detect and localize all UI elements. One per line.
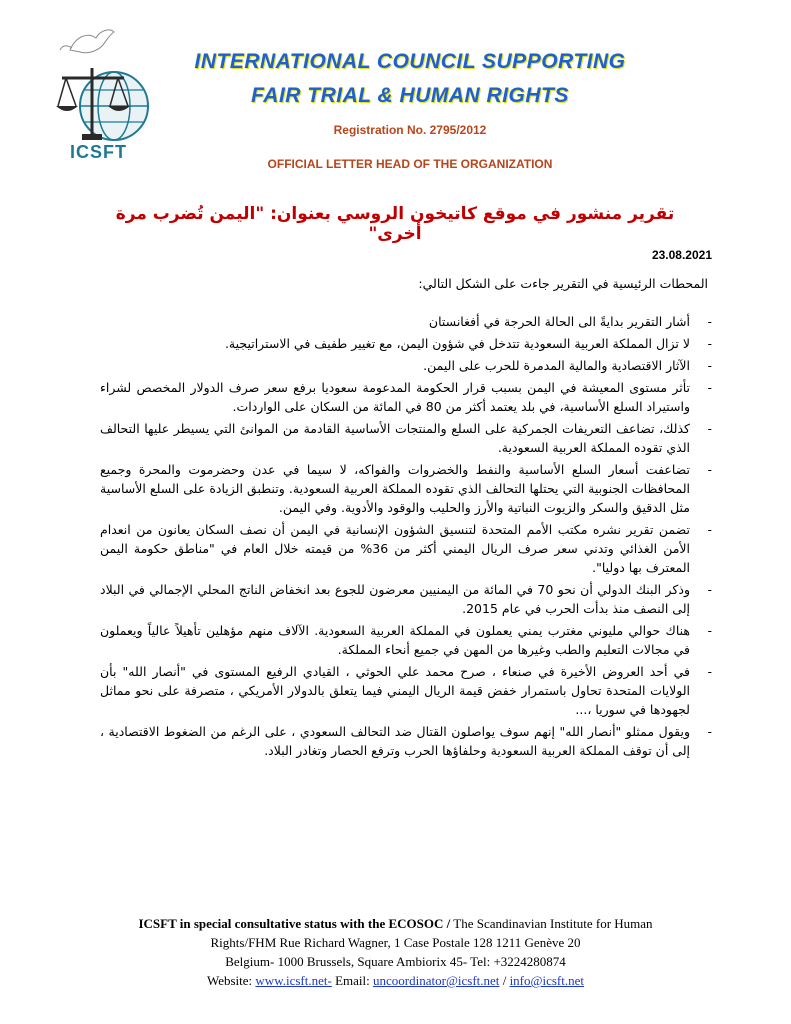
bullet-marker: -: [707, 462, 712, 477]
key-point-item: [100, 520, 712, 577]
registration-number: Registration No. 2795/2012: [333, 123, 487, 137]
key-point-text: تضاعفت أسعار السلع الأساسية والنفط والخضروات والفواكه، لا سيما في عدن وحضرموت والمحرة وجميع المحافظات الجنوبية التي يحتلها التحالف الذي تقوده المملكة العربية السعودية. وتنطبق الزيادة على السلع الأساسية مثل الدقيق والسكر والزيوت النباتية والأرز والحليب والوقود والأدوية. وفي اليمن.: [100, 462, 690, 515]
document-intro: المحطات الرئيسية في التقرير جاءت على الشكل التالي:: [418, 276, 708, 291]
key-point-text: الآثار الاقتصادية والمالية المدمرة للحرب على اليمن.: [423, 358, 690, 373]
key-point-item: [100, 621, 712, 659]
key-point-text: لا تزال المملكة العربية السعودية تتدخل في شؤون اليمن، مع تغيير طفيف في الاستراتيجية.: [224, 336, 690, 351]
key-points-list: [100, 312, 712, 763]
key-point-item: [100, 662, 712, 719]
bullet-marker: -: [707, 582, 712, 597]
key-point-text: في أحد العروض الأخيرة في صنعاء ، صرح محمد علي الحوثي ، القيادي الرفيع المستوى في "أنصار الله" بأن الولايات المتحدة تحاول باستمرار خفض قيمة الريال اليمني فيما يتعلق بالدولار الأمريكي ، متصرفة على نحو مماثل لجهودها في سوريا ،...: [100, 664, 690, 717]
key-point-item: [100, 356, 712, 375]
website-label: Website:: [207, 973, 256, 988]
key-point-item: [100, 580, 712, 618]
key-point-text: وذكر البنك الدولي أن نحو 70 في المائة من اليمنيين معرضون للجوع بعد انخفاض الناتج المحلي الإجمالي في البلاد إلى النصف منذ بدأت الحرب في عام 2015.: [100, 582, 690, 616]
key-point-text: تأثر مستوى المعيشة في اليمن بسبب قرار الحكومة المدعومة سعوديا برفع سعر صرف الدولار المخصص لشراء واستيراد السلع الأساسية، في بلد يعتمد أكثر من 80 في المائة من السكان على الواردات.: [100, 380, 690, 414]
bullet-marker: -: [707, 724, 712, 739]
key-point-item: [100, 334, 712, 353]
bullet-marker: -: [707, 380, 712, 395]
scales-globe-icon: [52, 18, 162, 148]
website-link[interactable]: www.icsft.net-: [255, 973, 332, 988]
key-point-text: تضمن تقرير نشره مكتب الأمم المتحدة لتنسيق الشؤون الإنسانية في اليمن أن نصف السكان يعانون من انعدام الأمن الغذائي وتدني سعر صرف الريال اليمني أكثر من 36% من قيمته خلال العام في "مناطق حكومة اليمن المعترف بها دوليا".: [100, 522, 691, 575]
key-point-text: أشار التقرير بدايةً الى الحالة الحرجة في أفغانستان: [428, 314, 690, 329]
organization-name-line1: INTERNATIONAL COUNCIL SUPPORTING: [194, 50, 626, 73]
document-date: 23.08.2021: [651, 248, 712, 262]
logo-text: ICSFT: [70, 142, 127, 162]
footer-line1: [80, 914, 711, 933]
bullet-marker: -: [707, 336, 712, 351]
bullet-marker: -: [707, 358, 712, 373]
key-point-item: [100, 722, 712, 760]
official-letterhead-label: OFFICIAL LETTER HEAD OF THE ORGANIZATION: [267, 157, 553, 171]
key-point-text: ويقول ممثلو "أنصار الله" إنهم سوف يواصلون القتال ضد التحالف السعودي ، على الرغم من الضغوط الاقتصادية ، إلى أن توقف المملكة العربية السعودية وحلفاؤها الحرب وترفع الحصار وتغادر البلاد.: [100, 724, 690, 758]
footer-institute: The Scandinavian Institute for Human: [450, 916, 653, 931]
key-point-item: [100, 312, 712, 331]
key-point-item: [100, 460, 712, 517]
organization-name-line2: FAIR TRIAL & HUMAN RIGHTS: [251, 84, 569, 107]
footer-consultative-status: ICSFT in special consultative status with the ECOSOC /: [138, 916, 451, 931]
key-point-text: كذلك، تضاعف التعريفات الجمركية على السلع والمنتجات الأساسية القادمة من الموانئ التي يسيطر عليها التحالف الذي تقوده المملكة العربية السعودية.: [100, 421, 690, 455]
email-label: Email:: [331, 973, 374, 988]
email-link-info[interactable]: info@icsft.net: [509, 973, 584, 988]
bullet-marker: -: [707, 421, 712, 436]
footer-address-line2: Rights/FHM Rue Richard Wagner, 1 Case Postale 128 1211 Genève 20: [210, 935, 581, 950]
bullet-marker: -: [707, 623, 712, 638]
bullet-marker: -: [707, 314, 712, 329]
document-title: تقرير منشور في موقع كاتيخون الروسي بعنوان: "اليمن تُضرب مرة أخرى": [115, 204, 675, 244]
letterhead-footer: [80, 914, 711, 990]
key-point-item: [100, 419, 712, 457]
key-point-text: هناك حوالي مليوني مغترب يمني يعملون في المملكة العربية السعودية. الآلاف منهم مؤهلين تأهيلاً عالياً ويعملون في مجالات التعليم والطب وغيرها من المهن في جميع أنحاء المملكة.: [100, 623, 690, 657]
bullet-marker: -: [707, 664, 712, 679]
email-separator: /: [499, 973, 510, 988]
footer-address-line3: Belgium- 1000 Brussels, Square Ambiorix 45- Tel: +3224280874: [225, 954, 566, 969]
bullet-marker: -: [707, 522, 712, 537]
footer-contacts: [80, 971, 711, 990]
key-point-item: [100, 378, 712, 416]
email-link-coordinator[interactable]: uncoordinator@icsft.net: [373, 973, 500, 988]
